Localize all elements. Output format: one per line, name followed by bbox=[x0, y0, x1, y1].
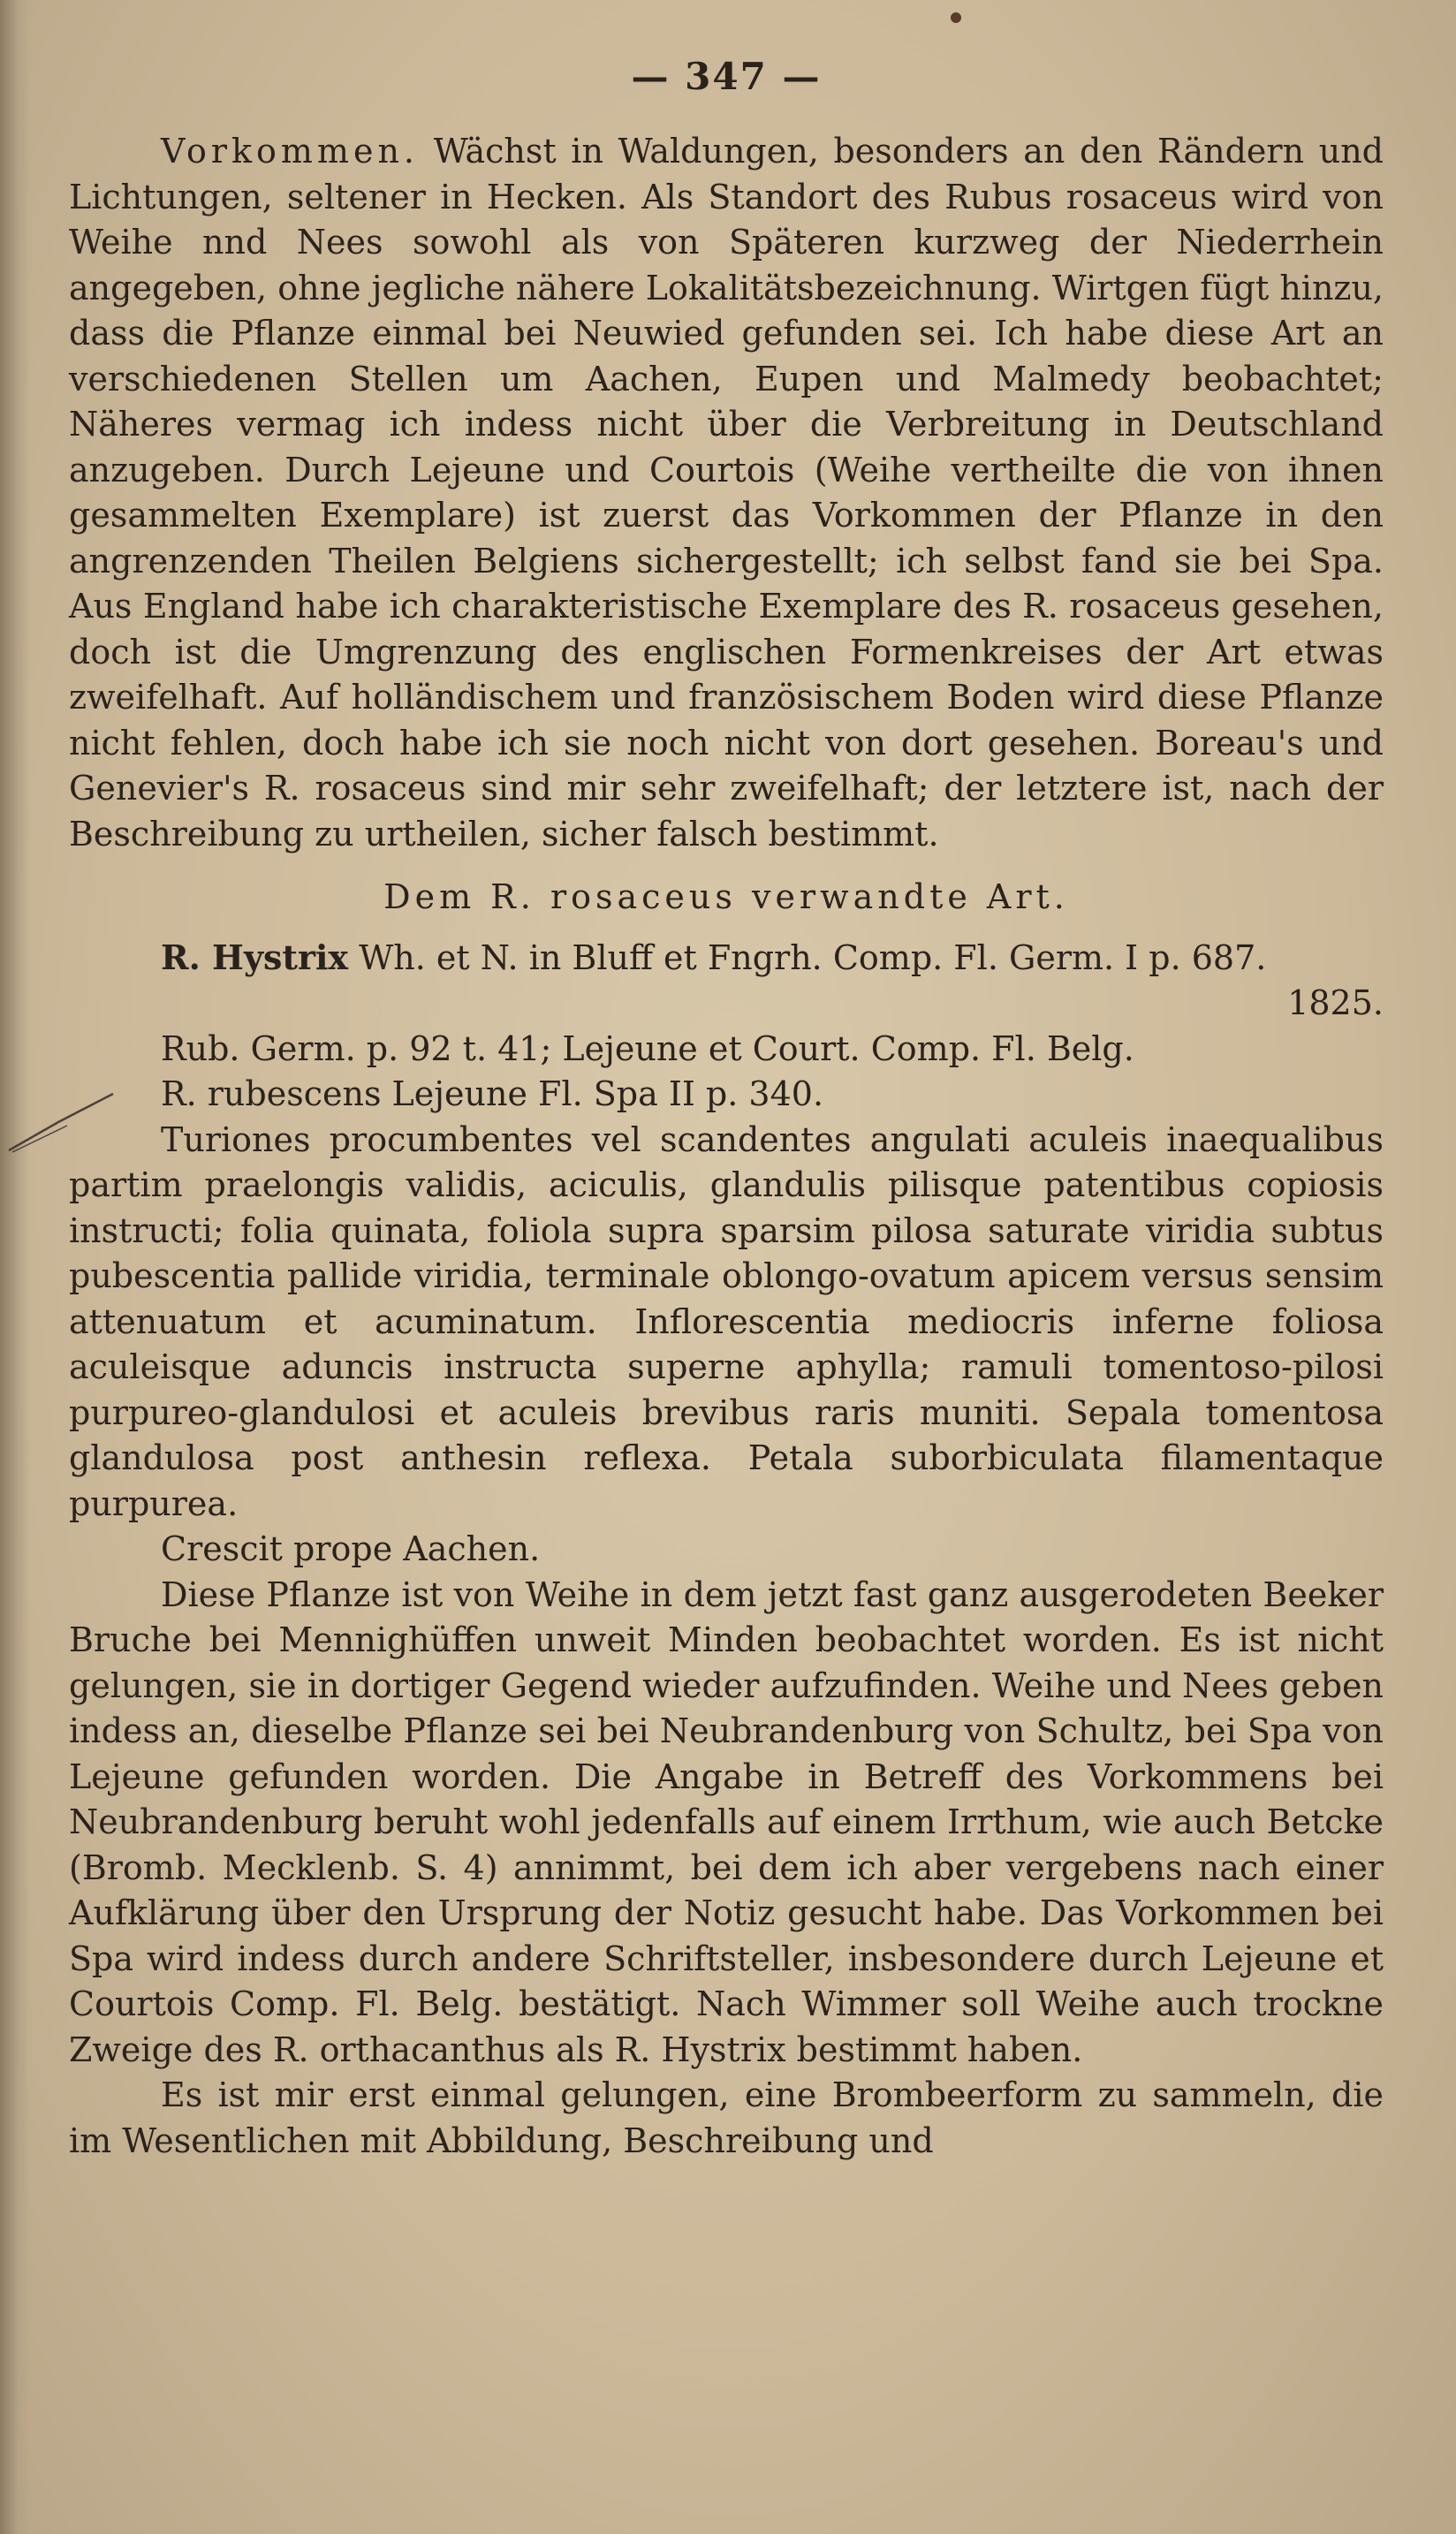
synonym-line: Rub. Germ. p. 92 t. 41; Lejeune et Court. Comp. Fl. Belg. bbox=[161, 1028, 1134, 1068]
vorkommen-text: Wächst in Waldungen, besonders an den Rändern und Lichtungen, seltener in Hecken. Als Standort des Rubus rosaceus wird von Weihe nnd Nees sowohl als von Späteren kurzweg der Niederrhein angegeben, ohne jegliche nähere Lokalitätsbezeichnung. Wirtgen fügt hinzu, dass die Pflanze einmal bei Neuwied gefunden sei. Ich habe diese Art an verschiedenen Stellen um Aachen, Eupen und Malmedy beobachtet; Näheres vermag ich indess nicht über die Verbreitung in Deutschland anzugeben. Durch Lejeune und Courtois (Weihe vertheilte die von ihnen gesammelten Exemplare) ist zuerst das Vorkommen der Pflanze in den angrenzenden Theilen Belgiens sichergestellt; ich selbst fand sie bei Spa. Aus England habe ich charakteristische Exemplare des R. rosaceus gesehen, doch ist die Umgrenzung des englischen Formenkreises der Art etwas zweifelhaft. Auf holländischem und französischem Boden wird diese Pflanze nicht fehlen, doch habe ich sie noch nicht von dort gesehen. Boreau's und Genevier's R. rosaceus sind mir sehr zweifelhaft; der letztere ist, nach der Beschreibung zu urtheilen, sicher falsch bestimmt. bbox=[69, 132, 1384, 854]
species-citation bbox=[69, 935, 1384, 1027]
latin-description: Turiones procumbentes vel scandentes angulati aculeis inaequalibus partim praelongis validis, aciculis, glandulis pilisque patentibus copiosis instructi; folia quinata, foliola supra sparsim pilosa saturate viridia subtus pubescentia pallide viridia, terminale oblongo-ovatum apicem versus sensim attenuatum et acuminatum. Inflorescentia mediocris inferne foliosa aculeisque aduncis instructa superne aphylla; ramuli tomentoso-pilosi purpureo-glandulosi et aculeis brevibus raris muniti. Sepala tomentosa glandulosa post anthesin reflexa. Petala suborbiculata filamentaque purpurea. bbox=[69, 1119, 1384, 1523]
synonym-line: R. rubescens Lejeune Fl. Spa II p. 340. bbox=[161, 1074, 824, 1113]
ink-dot bbox=[951, 12, 961, 23]
citation-year: 1825. bbox=[1287, 983, 1384, 1022]
vorkommen-paragraph bbox=[69, 129, 1384, 857]
citation-text: Wh. et N. in Bluff et Fngrh. Comp. Fl. Germ. I p. 687. bbox=[359, 937, 1267, 977]
closing-paragraph: Es ist mir erst einmal gelungen, eine Brombeerform zu sammeln, die im Wesentlichen mit Abbildung, Beschreibung und bbox=[69, 2075, 1384, 2160]
section-heading: Dem R. rosaceus verwandte Art. bbox=[383, 877, 1069, 916]
habitat-line: Crescit prope Aachen. bbox=[161, 1529, 541, 1568]
section-lead-word: Vorkommen. bbox=[161, 132, 420, 171]
species-name: R. Hystrix bbox=[161, 937, 349, 977]
page-body bbox=[69, 129, 1384, 2164]
discussion-paragraph: Diese Pflanze ist von Weihe in dem jetzt fast ganz ausgerodeten Beeker Bruche bei Mennighüffen unweit Minden beobachtet worden. Es ist nicht gelungen, sie in dortiger Gegend wieder aufzufinden. Weihe und Nees geben indess an, dieselbe Pflanze sei bei Neubrandenburg von Schultz, bei Spa von Lejeune gefunden worden. Die Angabe in Betreff des Vorkommens bei Neubrandenburg beruht wohl jedenfalls auf einem Irrthum, wie auch Betcke (Bromb. Mecklenb. S. 4) annimmt, bei dem ich aber vergebens nach einer Aufklärung über den Ursprung der Notiz gesucht habe. Das Vorkommen bei Spa wird indess durch andere Schriftsteller, insbesondere durch Lejeune et Courtois Comp. Fl. Belg. bestätigt. Nach Wimmer soll Weihe auch trockne Zweige des R. orthacanthus als R. Hystrix bestimmt haben. bbox=[69, 1574, 1384, 2069]
page-edge-shadow bbox=[0, 0, 30, 2534]
page-number: — 347 — bbox=[631, 55, 822, 98]
pencil-mark-icon bbox=[5, 1087, 120, 1157]
